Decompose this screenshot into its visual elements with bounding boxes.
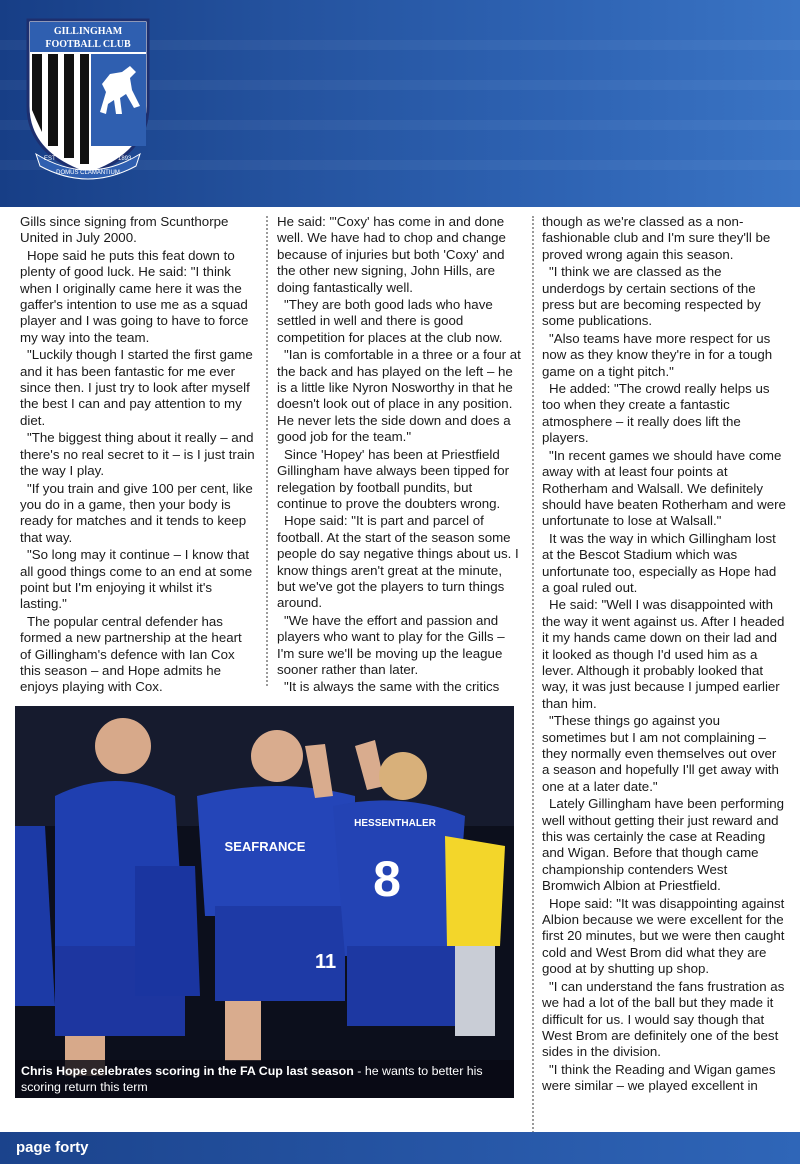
crest-est-label: EST [44,156,56,162]
shorts-number-text: 11 [315,951,337,973]
crest-year: 1893 [118,156,132,162]
article-paragraph: though as we're classed as a non-fashionable club and I'm sure they'll be proved wrong again this season. [542,214,771,262]
article-paragraph: "Also teams have more respect for us now as they know they're in for a tough game on a tight pitch." [542,330,773,379]
article-paragraph: "It is always the same with the critics [284,679,500,695]
column-divider [266,216,268,686]
shirt-sponsor-text: SEAFRANCE [224,839,306,854]
crest-title-line2: FOOTBALL CLUB [45,39,131,50]
article-paragraph: "Ian is comfortable in a three or a four at the back and has played on the left – he is a little like Nyron Nosworthy in that he doesn't look out of place in any position. He never lets the side down and does a good job for the team." [277,347,521,445]
article-column-3 [542,214,786,1134]
article-paragraph: "They are both good lads who have settled in well and there is good competition for places at the club now. [277,297,503,345]
article-paragraph: "So long may it continue – I know that all good things come to an end at some point but I'm enjoying it whilst it's lasting." [20,547,253,612]
article-paragraph: Gills since signing from Scunthorpe United in July 2000. [20,214,229,246]
article-paragraph: Hope said he puts this feat down to plenty of good luck. He said: "I think when I originally came here it was the gaffer's intention to use me as a squad player and I was going to have to force my way into the team. [20,247,249,345]
photo-caption [15,1060,514,1098]
article-paragraph: "If you train and give 100 per cent, like you do in a game, then your body is ready for matches and it tends to keep that way. [20,480,253,545]
article-paragraph: Since 'Hopey' has been at Priestfield Gillingham have always been tipped for relegation by football pundits, but continue to prove the doubters wrong. [277,446,510,511]
article-paragraph: "These things go against you sometimes but I am not complaining – they normally even themselves out over a season and hopefully I'll get away with one at a later date." [542,713,779,794]
article-paragraph: It was the way in which Gillingham lost at the Bescot Stadium which was unfortunate too, especially as Hope had a goal ruled out. [542,530,777,595]
article-paragraph: He added: "The crowd really helps us too when they create a fantastic atmosphere – it really does lift the players. [542,381,770,446]
article-paragraph: "I think the Reading and Wigan games were similar – we played excellent in [542,1061,776,1094]
article-paragraph: Lately Gillingham have been performing well without getting their just reward and this was certainly the case at Reading and Wigan. Before that though came championship contenders West Bromwich Albion at Priestfield. [542,796,785,894]
page-number-label: page forty [16,1139,89,1156]
article-column-1 [20,214,256,694]
shirt-number-text: 8 [373,851,401,907]
article-paragraph: He said: "'Coxy' has come in and done well. We have had to chop and change because of injuries but both 'Coxy' and the other new signing, John Hills, are doing fantastically well. [277,214,506,295]
caption-bold: Chris Hope celebrates scoring in the FA Cup last season [21,1064,354,1078]
page-footer [0,1132,800,1164]
article-paragraph: The popular central defender has formed a new partnership at the heart of Gillingham's defence with Ian Cox this season – and Hope admits he enjoys playing with Cox. [20,613,242,695]
article-paragraph: Hope said: "It was disappointing against Albion because we were excellent for the first 20 minutes, but we were then caught cold and West Brom did what they are good at by shutting up shop. [542,895,785,977]
article-paragraph: "We have the effort and passion and players who want to play for the Gills – I'm sure we'll be moving up the league sooner rather than later. [277,612,505,677]
page-header-banner [0,0,800,207]
article-paragraph: He said: "Well I was disappointed with the way it went against us. After I headed it my hands came down on their lad and it looked as though I'd used him as a lever. Although it probably looked that way, it was just because I jumped earlier than him. [542,597,785,711]
club-crest-icon [18,14,158,184]
crest-title-line1: GILLINGHAM [53,26,123,37]
article-column-2 [277,214,523,694]
article-paragraph: Hope said: "It is part and parcel of football. At the start of the season some people do say negative things about us. I know things aren't great at the minute, but we've got the players to turn things around. [277,513,519,611]
match-photo [15,706,514,1098]
article-paragraph: "I think we are classed as the underdogs by certain sections of the press but are becoming respected by some publications. [542,264,761,329]
column-divider [532,216,534,1136]
article-paragraph: "I can understand the fans frustration as we had a lot of the ball but they made it difficult for us. I would say though that West Brom are definitely one of the best sides in the division. [542,978,785,1060]
article-paragraph: "The biggest thing about it really – and there's no real secret to it – is I just train the way I play. [20,430,255,479]
caption-rest: - he wants to better his scoring return this term [21,1064,483,1094]
shirt-name-text: HESSENTHALER [354,818,436,829]
celebration-illustration [15,706,514,1098]
crest-motto: DOMUS CLAMANTIUM [56,170,120,176]
article-paragraph: "In recent games we should have come away with at least four points at Rotherham and Walsall. We definitely should have beaten Rotherham and were unfortunate to lose at Walsall." [542,447,786,529]
article-paragraph: "Luckily though I started the first game and it has been fantastic for me ever since then. I just try to look after myself the best I can and pay attention to my diet. [20,347,253,428]
